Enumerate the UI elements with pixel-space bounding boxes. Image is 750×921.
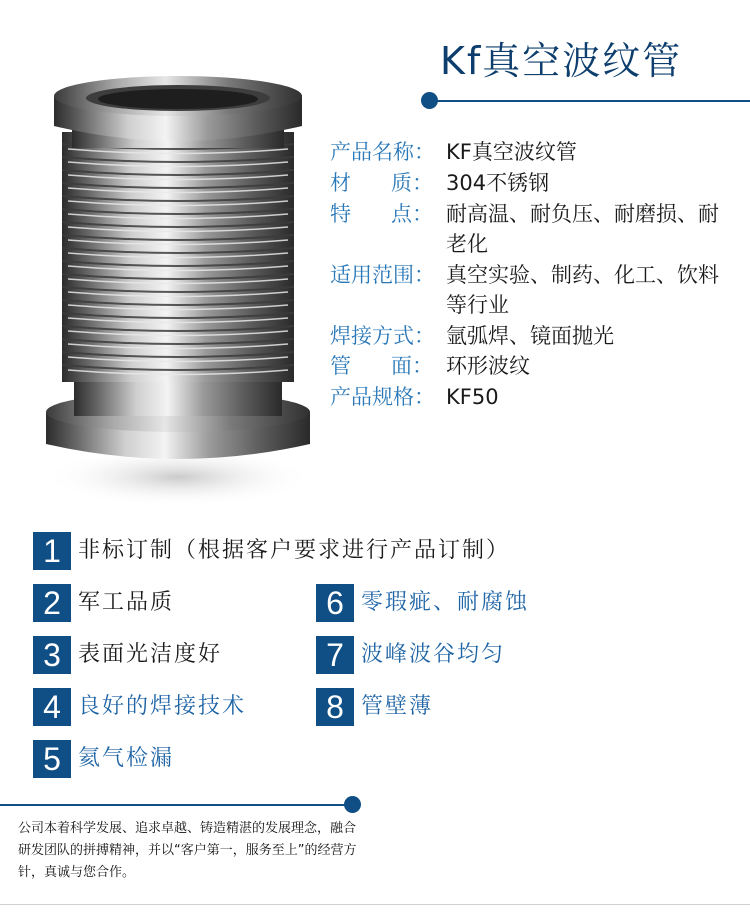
product-image bbox=[38, 72, 318, 512]
spec-value: 304不锈钢 bbox=[446, 171, 550, 195]
feature-number: 8 bbox=[316, 688, 354, 726]
feature-number: 4 bbox=[33, 688, 71, 726]
page-title: Kf真空波纹管 bbox=[440, 39, 683, 83]
spec-value: KF真空波纹管 bbox=[446, 140, 577, 164]
spec-label: 管 面： bbox=[330, 354, 434, 378]
spec-label: 材 质： bbox=[330, 171, 434, 195]
feature-text: 表面光洁度好 bbox=[78, 642, 223, 667]
spec-value: 耐高温、耐负压、耐磨损、耐老化 bbox=[446, 202, 719, 256]
feature-text: 零瑕疵、耐腐蚀 bbox=[361, 590, 530, 615]
feature-text: 军工品质 bbox=[78, 590, 175, 615]
company-divider bbox=[0, 804, 352, 806]
feature-number: 3 bbox=[33, 636, 71, 674]
company-divider-dot bbox=[344, 796, 361, 813]
bottom-divider bbox=[0, 904, 750, 905]
feature-text: 非标订制（根据客户要求进行产品订制） bbox=[78, 538, 511, 563]
feature-text: 良好的焊接技术 bbox=[78, 694, 247, 719]
feature-text: 氦气检漏 bbox=[78, 746, 175, 771]
company-statement: 公司本着科学发展、追求卓越、铸造精湛的发展理念，融合研发团队的拼搏精神，并以“客户第一，服务至上”的经营方针，真诚与您合作。 bbox=[18, 821, 357, 880]
feature-number: 2 bbox=[33, 584, 71, 622]
spec-label: 产品规格： bbox=[330, 385, 435, 409]
spec-label: 焊接方式： bbox=[330, 324, 435, 348]
feature-text: 波峰波谷均匀 bbox=[361, 642, 506, 667]
feature-number: 6 bbox=[316, 584, 354, 622]
spec-label: 特 点： bbox=[330, 202, 434, 226]
title-divider-dot bbox=[421, 92, 438, 109]
feature-number: 5 bbox=[33, 740, 71, 778]
spec-label: 产品名称： bbox=[330, 140, 435, 164]
feature-text: 管壁薄 bbox=[361, 694, 434, 719]
spec-value: KF50 bbox=[446, 385, 499, 409]
spec-value: 真空实验、制药、化工、饮料等行业 bbox=[446, 263, 719, 317]
spec-value: 环形波纹 bbox=[446, 354, 530, 378]
spec-label: 适用范围： bbox=[330, 263, 435, 287]
spec-value: 氩弧焊、镜面抛光 bbox=[446, 324, 614, 348]
title-divider bbox=[429, 100, 750, 102]
feature-number: 1 bbox=[33, 532, 71, 570]
feature-number: 7 bbox=[316, 636, 354, 674]
